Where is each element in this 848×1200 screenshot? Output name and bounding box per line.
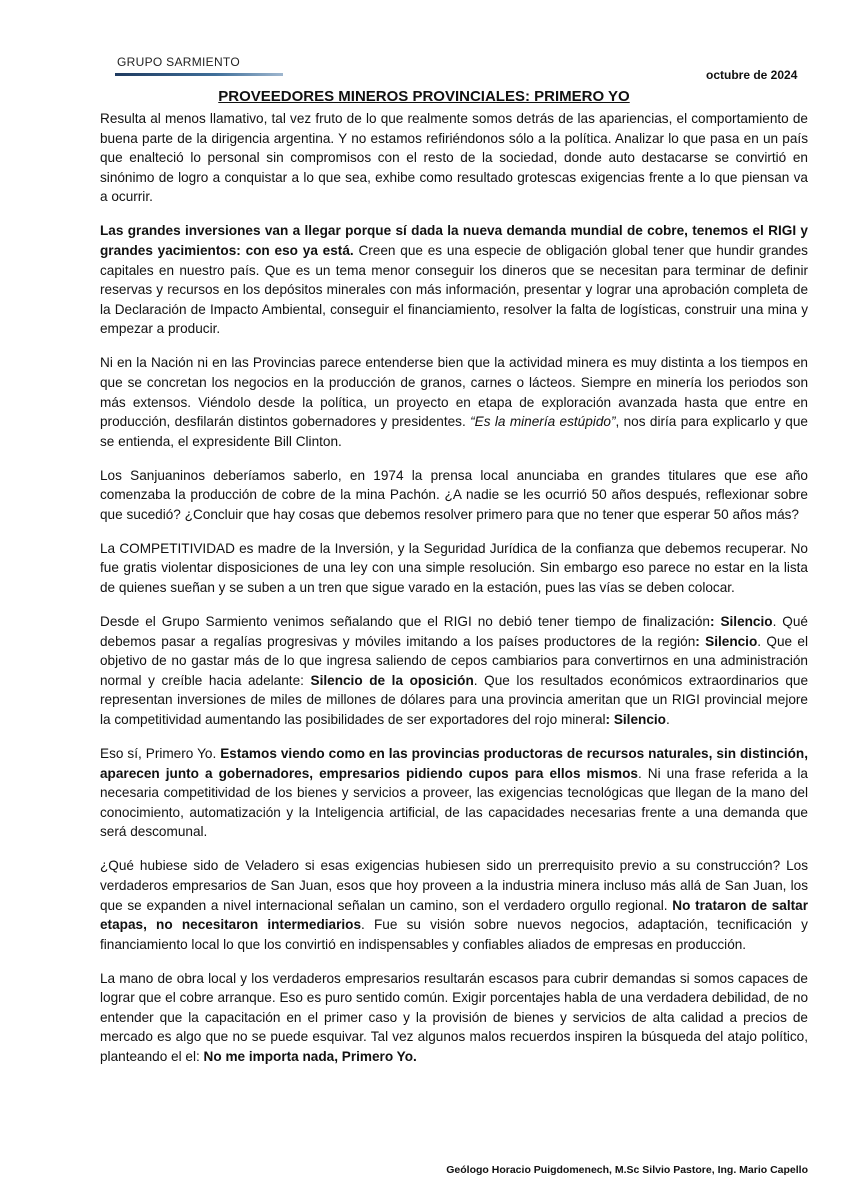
document-title: PROVEEDORES MINEROS PROVINCIALES: PRIMERO YO [218, 88, 630, 105]
paragraph-1: Resulta al menos llamativo, tal vez fruto de lo que realmente somos detrás de las apariencias, el comportamiento de buena parte de la dirigencia argentina. Y no estamos refiriéndonos sólo a la política. Analizar lo que pasa en un país que enalteció lo personal sin compromisos con el resto de la sociedad, donde auto destacarse se convirtió en sinónimo de logro a conquistar a lo que sea, exhibe como resultado grotescas exigencias frente a lo que piensan va a ocurrir. [100, 111, 808, 205]
document-authors: Geólogo Horacio Puigdomenech, M.Sc Silvio Pastore, Ing. Mario Capello [446, 1164, 808, 1176]
clinton-quote: “Es la minería estúpido” [470, 414, 616, 430]
paragraph-6: Desde el Grupo Sarmiento venimos señalando que el RIGI no debió tener tiempo de finalización: Silencio. Qué debemos pasar a regalías progresivas y móviles imitando a los países productores de la región: Silencio. Que el objetivo de no gastar más de lo que ingresa saliendo de cepos cambiarios para convertirnos en una administración normal y creíble hacia adelante: Silencio de la oposición. Que los resultados económicos extraordinarios que representan inversiones de miles de millones de dólares para una provincia ameritan que un RIGI provincial mejore la competitividad aumentando las posibilidades de ser exportadores del rojo mineral: Silencio. [100, 614, 809, 727]
paragraph-5: La COMPETITIVIDAD es madre de la Inversión, y la Seguridad Jurídica de la confianza que debemos recuperar. No fue gratis violentar disposiciones de una ley con una simple resolución. Sin embargo eso parece no estar en la lista de quienes sueñan y se suben a un tren que sigue varado en la estación, pues las vías se deben colocar. [100, 540, 808, 596]
paragraph-9: La mano de obra local y los verdaderos empresarios resultarán escasos para cubrir demandas si somos capaces de lograr que el cobre arranque. Eso es puro sentido común. Exigir porcentajes habla de una verdadera debilidad, de no entender que la capacitación en el primer caso y la provisión de bienes y servicios de alta calidad a precios de mercado es algo que no se puede esquivar. Tal vez algunos malos recuerdos inspiren la búsqueda del atajo político, planteando el el: No me importa nada, Primero Yo. [100, 970, 808, 1065]
document-body [100, 109, 808, 1081]
paragraph-4: Los Sanjuaninos deberíamos saberlo, en 1974 la prensa local anunciaba en grandes titulares que ese año comenzaba la producción de cobre de la mina Pachón. ¿A nadie se les ocurrió 50 años después, reflexionar sobre que sucedió? ¿Concluir que hay cosas que debemos resolver primero para que no tener que esperar 50 años más? [100, 467, 808, 522]
paragraph-3: Ni en la Nación ni en las Provincias parece entenderse bien que la actividad minera es muy distinta a los tiempos en que se concretan los negocios en la producción de granos, carnes o lácteos. Siempre en minería los periodos son más extensos. Viéndolo desde la política, un proyecto en etapa de exploración avanzada hasta que entre en producción, desfilarán distintos gobernadores y presidentes. “Es la minería estúpido”, nos diría para explicarlo y que se entienda, el expresidente Bill Clinton. [100, 355, 808, 449]
paragraph-2: Las grandes inversiones van a llegar porque sí dada la nueva demanda mundial de cobre, tenemos el RIGI y grandes yacimientos: con eso ya está. Creen que es una especie de obligación global tener que hundir grandes capitales en nuestro país. Que es un tema menor conseguir los dineros que se necesitan para terminar de definir reservas y recursos en los depósitos minerales con más información, presentar y lograr una aprobación completa de la Declaración de Impacto Ambiental, conseguir el financiamiento, resolver la falta de logísticas, construir una mina y empezar a producir. [100, 223, 808, 337]
document-date: octubre de 2024 [706, 68, 798, 82]
brand-underline [115, 73, 283, 76]
paragraph-7: Eso sí, Primero Yo. Estamos viendo como en las provincias productoras de recursos naturales, sin distinción, aparecen junto a gobernadores, empresarios pidiendo cupos para ellos mismos. Ni una frase referida a la necesaria competitividad de los bienes y servicios a proveer, las exigencias tecnológicas que llegan de la mano del conocimiento, automatización y la Inteligencia artificial, de las capacidades necesarias frente a una demanda que será descomunal. [100, 745, 808, 840]
paragraph-8: ¿Qué hubiese sido de Veladero si esas exigencias hubiesen sido un prerrequisito previo a su construcción? Los verdaderos empresarios de San Juan, esos que hoy proveen a la industria minera incluso más allá de San Juan, los que se expanden a nivel internacional señalan un camino, son el verdadero orgullo regional. No trataron de saltar etapas, no necesitaron intermediarios. Fue su visión sobre nuevos negocios, adaptación, tecnificación y financiamiento local lo que los convirtió en indispensables y confiables aliados de empresas en producción. [100, 858, 809, 952]
brand-name: GRUPO SARMIENTO [117, 55, 240, 69]
